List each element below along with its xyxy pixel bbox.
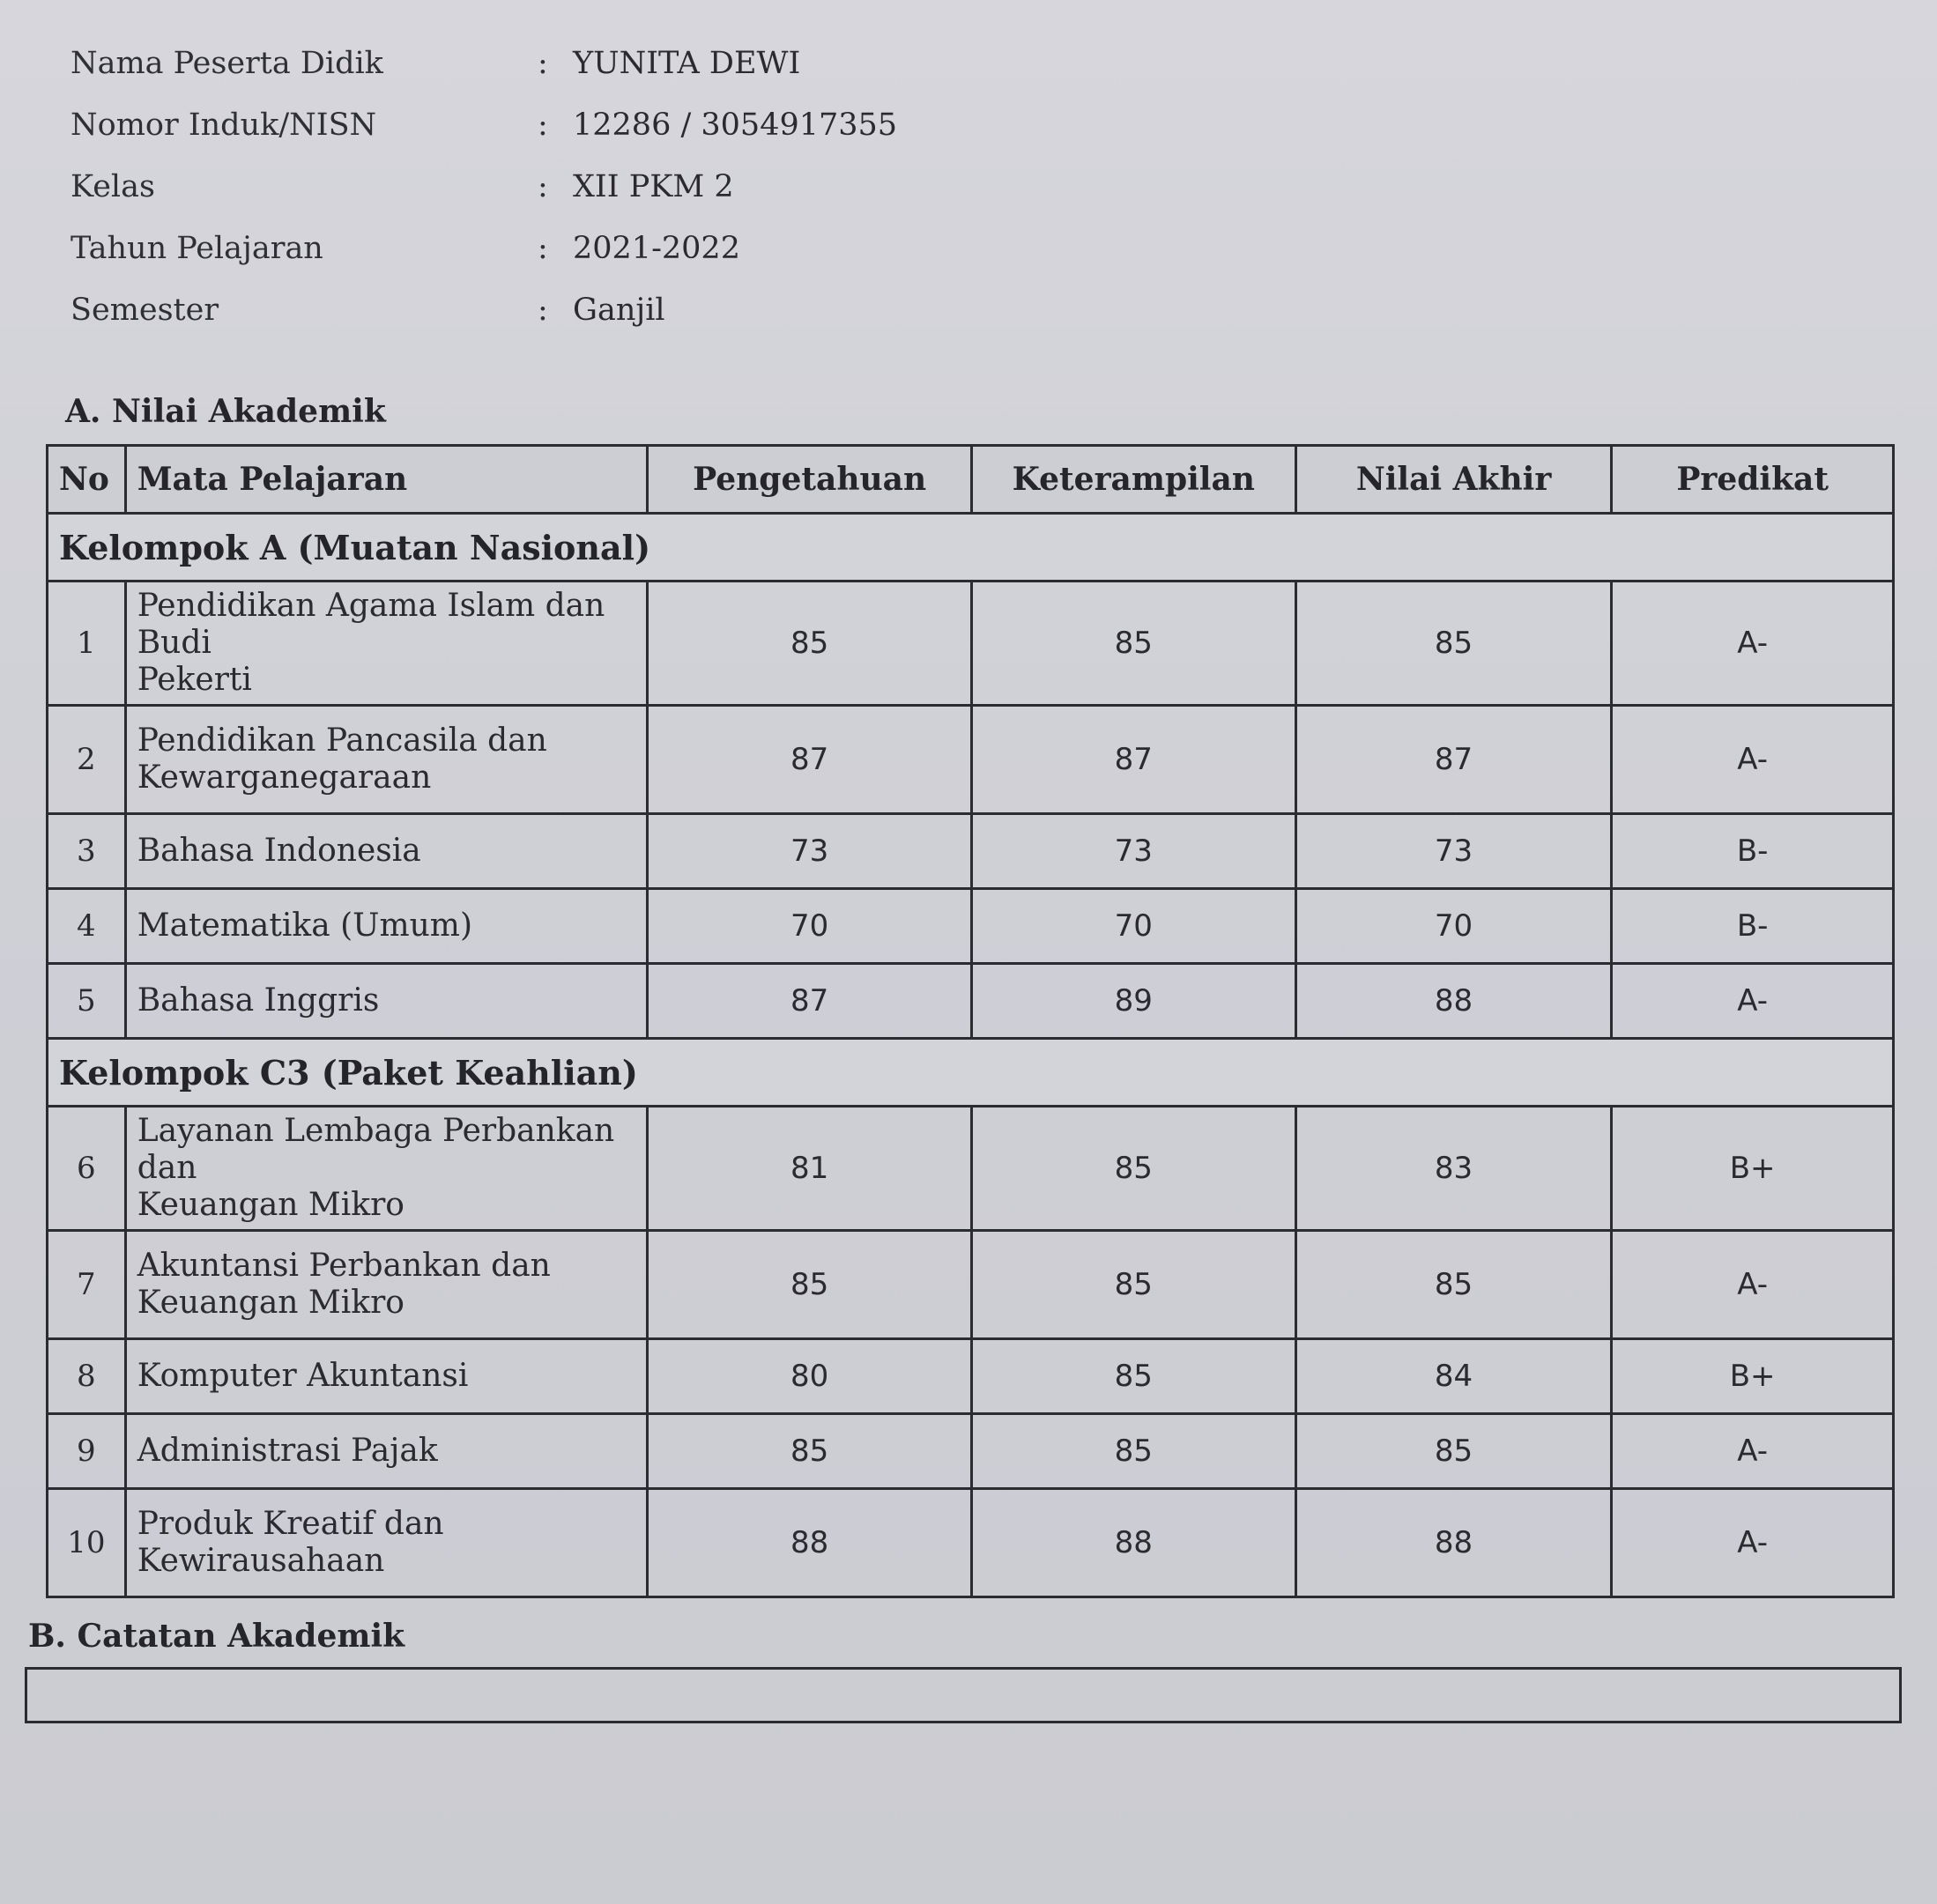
- section-a-title: A. Nilai Akademik: [65, 393, 386, 430]
- table-row: [48, 964, 1894, 1039]
- table-row: [48, 1339, 1894, 1414]
- row-no: 6: [48, 1107, 126, 1231]
- row-nilai-akhir: 85: [1295, 1231, 1612, 1339]
- row-nilai-akhir: 84: [1295, 1339, 1612, 1414]
- identity-value: 12286 / 3054917355: [573, 107, 898, 143]
- mapel-line: Layanan Lembaga Perbankan dan: [137, 1113, 615, 1186]
- row-pengetahuan: 85: [648, 1414, 971, 1489]
- row-pengetahuan: 81: [648, 1107, 971, 1231]
- identity-row-kelas: [71, 169, 1128, 231]
- mapel-line: Akuntansi Perbankan dan: [137, 1248, 551, 1284]
- row-no: 5: [48, 964, 126, 1039]
- identity-row-tahun: [71, 231, 1128, 293]
- identity-value: XII PKM 2: [573, 169, 734, 204]
- row-pengetahuan: 87: [648, 706, 971, 814]
- row-pengetahuan: 73: [648, 814, 971, 889]
- row-pengetahuan: 85: [648, 582, 971, 706]
- table-row: [48, 582, 1894, 706]
- header-keterampilan: Keterampilan: [971, 446, 1295, 514]
- row-mata-pelajaran: [125, 1231, 648, 1339]
- row-mata-pelajaran: [125, 706, 648, 814]
- group-label: Kelompok A (Muatan Nasional): [48, 514, 1894, 582]
- group-row: [48, 514, 1894, 582]
- row-mata-pelajaran: Matematika (Umum): [125, 889, 648, 964]
- row-keterampilan: 85: [971, 1339, 1295, 1414]
- row-keterampilan: 85: [971, 582, 1295, 706]
- row-no: 1: [48, 582, 126, 706]
- row-mata-pelajaran: Administrasi Pajak: [125, 1414, 648, 1489]
- row-predikat: A-: [1612, 1489, 1894, 1597]
- row-keterampilan: 85: [971, 1414, 1295, 1489]
- row-pengetahuan: 87: [648, 964, 971, 1039]
- row-no: 9: [48, 1414, 126, 1489]
- section-b-title: B. Catatan Akademik: [28, 1618, 405, 1655]
- row-no: 2: [48, 706, 126, 814]
- row-mata-pelajaran: Bahasa Indonesia: [125, 814, 648, 889]
- row-keterampilan: 85: [971, 1107, 1295, 1231]
- table-row: [48, 1231, 1894, 1339]
- identity-colon: :: [538, 46, 548, 81]
- identity-colon: :: [538, 231, 548, 266]
- header-no: No: [48, 446, 126, 514]
- row-nilai-akhir: 70: [1295, 889, 1612, 964]
- header-pengetahuan: Pengetahuan: [648, 446, 971, 514]
- row-predikat: A-: [1612, 1414, 1894, 1489]
- student-identity: [71, 46, 1128, 354]
- row-mata-pelajaran: Komputer Akuntansi: [125, 1339, 648, 1414]
- row-pengetahuan: 70: [648, 889, 971, 964]
- identity-label: Semester: [71, 293, 219, 328]
- catatan-akademik-box: [25, 1667, 1902, 1723]
- row-nilai-akhir: 85: [1295, 582, 1612, 706]
- identity-value: YUNITA DEWI: [573, 46, 801, 81]
- identity-label: Kelas: [71, 169, 155, 204]
- mapel-line: Keuangan Mikro: [137, 1285, 404, 1321]
- row-no: 8: [48, 1339, 126, 1414]
- identity-label: Nama Peserta Didik: [71, 46, 383, 81]
- row-no: 7: [48, 1231, 126, 1339]
- identity-row-semester: [71, 293, 1128, 354]
- identity-colon: :: [538, 169, 548, 204]
- mapel-line: Pekerti: [137, 662, 252, 698]
- row-keterampilan: 73: [971, 814, 1295, 889]
- row-predikat: B-: [1612, 814, 1894, 889]
- table-row: [48, 706, 1894, 814]
- row-no: 10: [48, 1489, 126, 1597]
- row-predikat: A-: [1612, 582, 1894, 706]
- identity-label: Nomor Induk/NISN: [71, 107, 377, 143]
- row-predikat: A-: [1612, 1231, 1894, 1339]
- identity-value: Ganjil: [573, 293, 665, 328]
- row-predikat: B+: [1612, 1339, 1894, 1414]
- row-mata-pelajaran: [125, 1107, 648, 1231]
- row-no: 4: [48, 889, 126, 964]
- row-pengetahuan: 88: [648, 1489, 971, 1597]
- row-mata-pelajaran: [125, 582, 648, 706]
- identity-label: Tahun Pelajaran: [71, 231, 323, 266]
- header-nilai-akhir: Nilai Akhir: [1295, 446, 1612, 514]
- row-nilai-akhir: 88: [1295, 1489, 1612, 1597]
- row-pengetahuan: 85: [648, 1231, 971, 1339]
- mapel-line: Pendidikan Pancasila dan: [137, 722, 547, 759]
- mapel-line: Kewirausahaan: [137, 1543, 385, 1579]
- row-nilai-akhir: 83: [1295, 1107, 1612, 1231]
- identity-colon: :: [538, 293, 548, 328]
- header-mata-pelajaran: Mata Pelajaran: [125, 446, 648, 514]
- row-keterampilan: 89: [971, 964, 1295, 1039]
- row-keterampilan: 85: [971, 1231, 1295, 1339]
- header-predikat: Predikat: [1612, 446, 1894, 514]
- row-nilai-akhir: 87: [1295, 706, 1612, 814]
- row-nilai-akhir: 85: [1295, 1414, 1612, 1489]
- group-label: Kelompok C3 (Paket Keahlian): [48, 1039, 1894, 1107]
- row-no: 3: [48, 814, 126, 889]
- row-keterampilan: 70: [971, 889, 1295, 964]
- row-nilai-akhir: 73: [1295, 814, 1612, 889]
- mapel-line: Produk Kreatif dan: [137, 1506, 444, 1542]
- row-pengetahuan: 80: [648, 1339, 971, 1414]
- grades-table: [46, 444, 1895, 1598]
- row-mata-pelajaran: Bahasa Inggris: [125, 964, 648, 1039]
- row-mata-pelajaran: [125, 1489, 648, 1597]
- table-row: [48, 889, 1894, 964]
- table-row: [48, 1489, 1894, 1597]
- row-predikat: B+: [1612, 1107, 1894, 1231]
- row-predikat: A-: [1612, 706, 1894, 814]
- group-row: [48, 1039, 1894, 1107]
- row-predikat: B-: [1612, 889, 1894, 964]
- identity-colon: :: [538, 107, 548, 143]
- mapel-line: Kewarganegaraan: [137, 759, 432, 796]
- row-keterampilan: 88: [971, 1489, 1295, 1597]
- table-row: [48, 814, 1894, 889]
- mapel-line: Keuangan Mikro: [137, 1187, 404, 1223]
- identity-row-nisn: [71, 107, 1128, 169]
- identity-row-name: [71, 46, 1128, 107]
- identity-value: 2021-2022: [573, 231, 740, 266]
- row-nilai-akhir: 88: [1295, 964, 1612, 1039]
- table-row: [48, 1107, 1894, 1231]
- table-header-row: [48, 446, 1894, 514]
- row-predikat: A-: [1612, 964, 1894, 1039]
- table-row: [48, 1414, 1894, 1489]
- mapel-line: Pendidikan Agama Islam dan Budi: [137, 588, 605, 661]
- row-keterampilan: 87: [971, 706, 1295, 814]
